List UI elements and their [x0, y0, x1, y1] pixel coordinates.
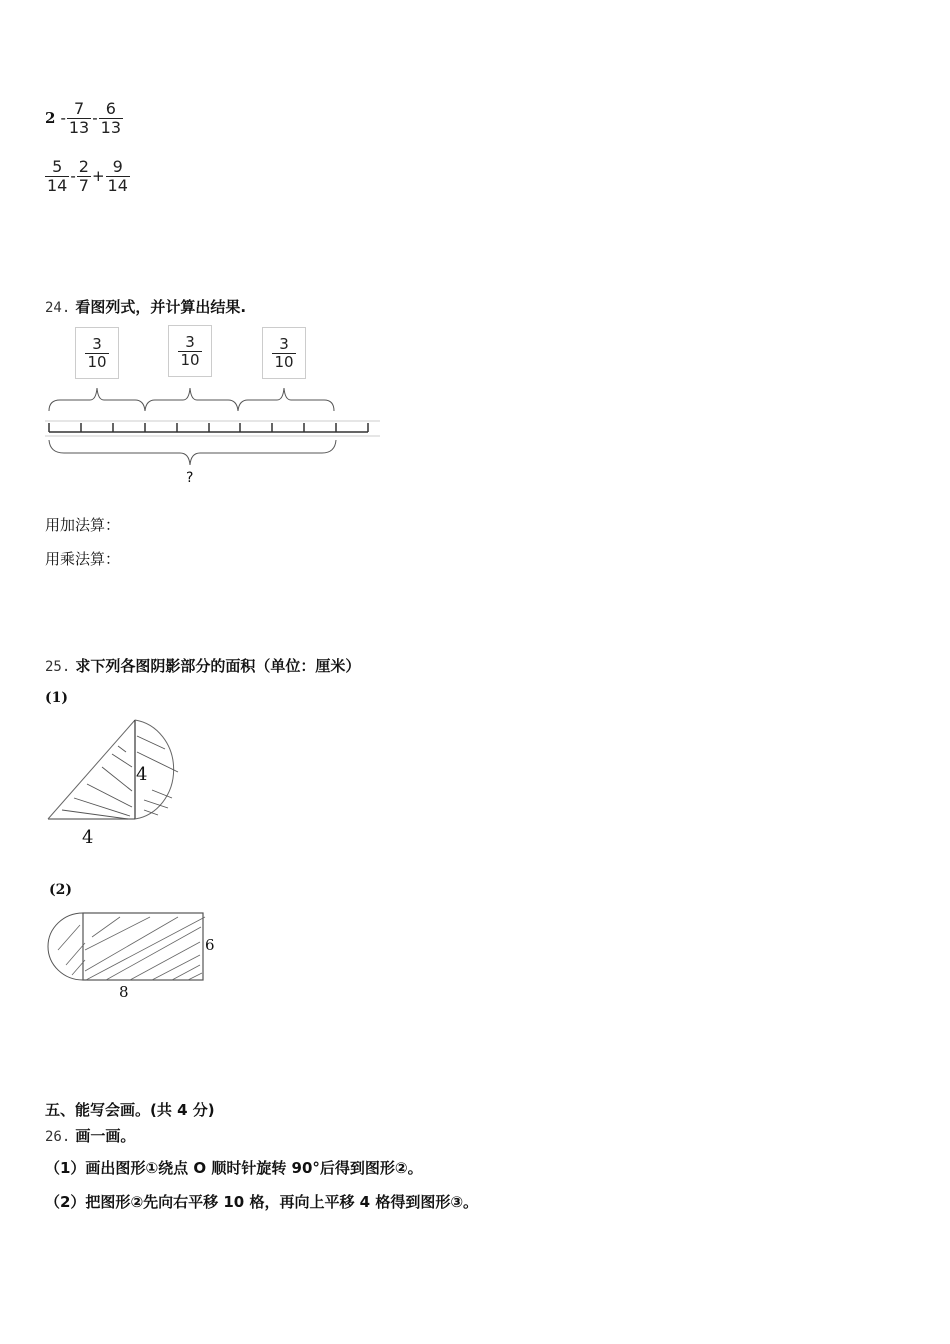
q25-heading — [45, 655, 360, 676]
q24-heading — [45, 296, 246, 317]
addition-label: 用加法算： — [45, 516, 121, 534]
figure-2-height-label: 6 — [205, 936, 215, 954]
plus-sign: + — [91, 167, 105, 186]
fraction: $\frac{7}{13}$ — [68, 99, 90, 137]
expression-1 — [45, 100, 123, 136]
figure-2-width-label: 8 — [119, 983, 129, 1001]
figure-2-diagram — [40, 905, 220, 990]
figure-1-label: (1) — [45, 690, 68, 706]
fraction-box-2: $\frac{3}{10}$ — [168, 325, 212, 377]
segment-diagram — [40, 384, 390, 474]
q26-item-1: （1）画出图形①绕点 O 顺时针旋转 90°后得到图形②。 — [45, 1159, 423, 1177]
figure-1-height-label: 4 — [136, 764, 148, 785]
fraction: $\frac{5}{14}$ — [47, 157, 68, 195]
minus-sign: - — [92, 109, 98, 128]
section-5-title: 五、能写会画。(共 4 分) — [45, 1101, 215, 1119]
question-mark-label: ? — [186, 470, 194, 486]
minus-sign: - — [70, 167, 76, 186]
expr1-lead: 2 — [45, 109, 56, 128]
question-number: 25. — [45, 659, 71, 675]
figure-1-base-label: 4 — [82, 827, 94, 848]
question-number: 26. — [45, 1129, 71, 1145]
minus-sign: - — [60, 109, 66, 128]
q26-heading — [45, 1125, 135, 1146]
question-title: 看图列式，并计算出结果. — [75, 298, 247, 316]
question-title: 画一画。 — [75, 1127, 136, 1145]
multiplication-label: 用乘法算： — [45, 550, 121, 568]
fraction-box-3: $\frac{3}{10}$ — [262, 327, 306, 379]
q26-item-2: （2）把图形②先向右平移 10 格，再向上平移 4 格得到图形③。 — [45, 1193, 479, 1211]
figure-1-diagram — [40, 712, 200, 832]
question-number: 24. — [45, 300, 71, 316]
question-title: 求下列各图阴影部分的面积（单位：厘米） — [75, 657, 361, 675]
fraction: $\frac{9}{14}$ — [107, 157, 128, 195]
figure-2-label: (2) — [49, 882, 72, 898]
fraction: $\frac{6}{13}$ — [100, 99, 121, 137]
fraction: $\frac{2}{7}$ — [78, 157, 89, 195]
fraction-box-1: $\frac{3}{10}$ — [75, 327, 119, 379]
expression-2 — [45, 158, 130, 194]
